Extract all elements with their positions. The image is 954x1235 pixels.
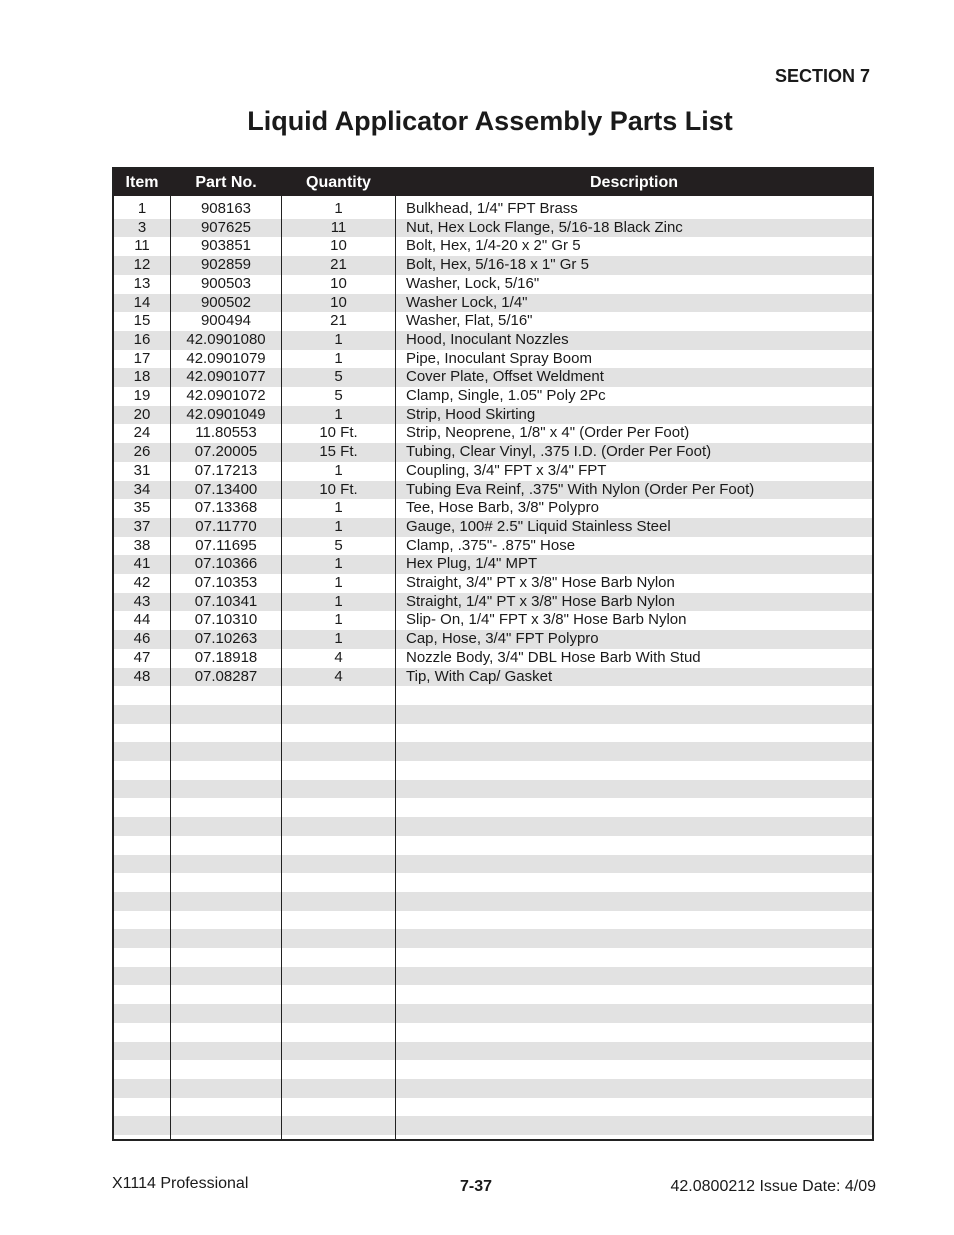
part-number-cell: 07.20005 xyxy=(194,443,258,461)
table-row xyxy=(114,537,872,556)
item-cell: 31 xyxy=(133,461,151,479)
description-cell: Washer, Flat, 5/16" xyxy=(406,312,533,330)
empty-row xyxy=(114,1004,872,1023)
quantity-cell: 1 xyxy=(334,555,343,573)
column-divider xyxy=(395,196,396,1139)
description-cell: Cover Plate, Offset Weldment xyxy=(406,368,604,386)
table-row xyxy=(114,219,872,238)
description-cell: Clamp, .375"- .875" Hose xyxy=(406,536,576,554)
empty-row xyxy=(114,911,872,930)
part-number-cell: 07.18918 xyxy=(194,648,258,666)
table-row xyxy=(114,331,872,350)
part-number-cell: 07.10310 xyxy=(194,611,258,629)
item-cell: 44 xyxy=(133,611,151,629)
empty-row xyxy=(114,1098,872,1117)
empty-row xyxy=(114,1042,872,1061)
table-row xyxy=(114,574,872,593)
quantity-cell: 1 xyxy=(334,611,343,629)
table-row xyxy=(114,294,872,313)
quantity-cell: 4 xyxy=(334,667,343,685)
table-row xyxy=(114,481,872,500)
table-header xyxy=(114,169,872,196)
quantity-cell: 1 xyxy=(334,405,343,423)
part-number-cell: 903851 xyxy=(200,237,252,255)
footer-document-info: 42.0800212 Issue Date: 4/09 xyxy=(670,1178,876,1195)
part-number-cell: 900494 xyxy=(200,312,252,330)
description-cell: Nut, Hex Lock Flange, 5/16-18 Black Zinc xyxy=(406,218,683,236)
description-cell: Nozzle Body, 3/4" DBL Hose Barb With Stud xyxy=(406,648,701,666)
item-cell: 42 xyxy=(133,574,151,591)
part-number-cell: 07.08287 xyxy=(194,667,258,685)
quantity-cell: 1 xyxy=(334,517,343,535)
item-cell: 20 xyxy=(133,405,151,423)
part-number-cell: 42.0901049 xyxy=(186,405,266,423)
table-row xyxy=(114,499,872,518)
item-cell: 34 xyxy=(133,480,151,498)
quantity-cell: 15 Ft. xyxy=(319,443,358,461)
part-number-cell: 07.10263 xyxy=(194,630,258,648)
description-cell: Pipe, Inoculant Spray Boom xyxy=(406,349,592,367)
empty-row xyxy=(114,1060,872,1079)
empty-row xyxy=(114,705,872,724)
quantity-cell: 1 xyxy=(334,592,343,610)
item-cell: 43 xyxy=(133,592,151,610)
description-cell: Tubing Eva Reinf, .375" With Nylon (Order Per Foot) xyxy=(406,480,755,498)
description-cell: Strip, Hood Skirting xyxy=(406,405,536,423)
part-number-cell: 07.11770 xyxy=(195,517,257,535)
table-row xyxy=(114,443,872,462)
item-cell: 16 xyxy=(133,330,151,348)
col-header-item: Item xyxy=(125,174,159,191)
empty-row xyxy=(114,1023,872,1042)
table-row xyxy=(114,649,872,668)
part-number-cell: 900503 xyxy=(200,274,252,292)
quantity-cell: 1 xyxy=(334,330,343,348)
description-cell: Coupling, 3/4" FPT x 3/4" FPT xyxy=(406,461,607,479)
quantity-cell: 5 xyxy=(334,387,343,404)
description-cell: Tubing, Clear Vinyl, .375 I.D. (Order Per Foot) xyxy=(406,443,712,461)
quantity-cell: 10 Ft. xyxy=(319,480,358,498)
page-title: Liquid Applicator Assembly Parts List xyxy=(247,106,733,136)
quantity-cell: 1 xyxy=(334,574,343,591)
description-cell: Hood, Inoculant Nozzles xyxy=(406,330,569,348)
footer-page-number: 7-37 xyxy=(460,1178,493,1195)
part-number-cell: 900502 xyxy=(200,293,252,311)
empty-row xyxy=(114,929,872,948)
table-row xyxy=(114,406,872,425)
table-row xyxy=(114,312,872,331)
quantity-cell: 4 xyxy=(334,648,343,666)
quantity-cell: 21 xyxy=(330,312,347,330)
table-row xyxy=(114,237,872,256)
table-row xyxy=(114,555,872,574)
item-cell: 3 xyxy=(137,218,147,236)
parts-table xyxy=(112,167,874,1141)
empty-row xyxy=(114,761,872,780)
part-number-cell: 902859 xyxy=(200,256,252,274)
part-number-cell: 42.0901077 xyxy=(186,368,266,386)
quantity-cell: 5 xyxy=(334,536,343,554)
quantity-cell: 1 xyxy=(334,349,343,367)
empty-row xyxy=(114,967,872,986)
item-cell: 18 xyxy=(133,368,151,386)
empty-row xyxy=(114,892,872,911)
empty-row xyxy=(114,836,872,855)
empty-row xyxy=(114,780,872,799)
part-number-cell: 42.0901080 xyxy=(186,330,266,348)
description-cell: Slip- On, 1/4" FPT x 3/8" Hose Barb Nylon xyxy=(406,611,687,629)
empty-row xyxy=(114,817,872,836)
part-number-cell: 11.80553 xyxy=(195,424,257,442)
description-cell: Strip, Neoprene, 1/8" x 4" (Order Per Foot) xyxy=(406,424,690,442)
description-cell: Straight, 1/4" PT x 3/8" Hose Barb Nylon xyxy=(406,592,675,610)
part-number-cell: 908163 xyxy=(200,200,252,217)
part-number-cell: 42.0901079 xyxy=(186,349,266,367)
item-cell: 17 xyxy=(133,349,151,367)
description-cell: Gauge, 100# 2.5" Liquid Stainless Steel xyxy=(406,517,671,535)
table-row xyxy=(114,368,872,387)
column-divider xyxy=(170,196,171,1139)
col-header-description: Description xyxy=(589,174,678,191)
item-cell: 15 xyxy=(133,312,151,330)
empty-row xyxy=(114,742,872,761)
column-divider xyxy=(281,196,282,1139)
description-cell: Hex Plug, 1/4" MPT xyxy=(406,555,538,573)
item-cell: 38 xyxy=(133,536,151,554)
table-row xyxy=(114,593,872,612)
quantity-cell: 10 xyxy=(330,274,347,292)
item-cell: 47 xyxy=(133,648,151,666)
item-cell: 14 xyxy=(133,293,151,311)
table-row xyxy=(114,350,872,369)
quantity-cell: 5 xyxy=(334,368,343,386)
description-cell: Washer, Lock, 5/16" xyxy=(406,274,540,292)
empty-row xyxy=(114,798,872,817)
quantity-cell: 1 xyxy=(334,499,343,517)
section-label: SECTION 7 xyxy=(774,66,870,86)
table-row xyxy=(114,275,872,294)
part-number-cell: 07.11695 xyxy=(195,536,257,554)
quantity-cell: 1 xyxy=(334,630,343,648)
table-row xyxy=(114,668,872,687)
quantity-cell: 10 xyxy=(330,237,347,255)
empty-row xyxy=(114,686,872,705)
item-cell: 13 xyxy=(133,274,151,292)
item-cell: 46 xyxy=(133,630,151,648)
col-header-part: Part No. xyxy=(195,174,257,191)
quantity-cell: 1 xyxy=(334,461,343,479)
description-cell: Straight, 3/4" PT x 3/8" Hose Barb Nylon xyxy=(406,574,675,591)
part-number-cell: 07.10366 xyxy=(194,555,258,573)
item-cell: 11 xyxy=(134,237,150,255)
col-header-quantity: Quantity xyxy=(306,174,371,191)
quantity-cell: 21 xyxy=(330,256,347,274)
description-cell: Bulkhead, 1/4" FPT Brass xyxy=(406,200,578,217)
description-cell: Cap, Hose, 3/4" FPT Polypro xyxy=(406,630,599,648)
part-number-cell: 07.17213 xyxy=(194,461,258,479)
empty-row xyxy=(114,1116,872,1135)
description-cell: Clamp, Single, 1.05" Poly 2Pc xyxy=(406,387,606,404)
empty-row xyxy=(114,855,872,874)
table-row xyxy=(114,387,872,406)
empty-row xyxy=(114,985,872,1004)
table-row xyxy=(114,256,872,275)
part-number-cell: 07.13400 xyxy=(194,480,258,498)
part-number-cell: 907625 xyxy=(200,218,252,236)
quantity-cell: 10 Ft. xyxy=(319,424,358,442)
part-number-cell: 07.10353 xyxy=(194,574,258,591)
item-cell: 48 xyxy=(133,667,151,685)
part-number-cell: 42.0901072 xyxy=(186,387,266,404)
quantity-cell: 10 xyxy=(330,293,347,311)
quantity-cell: 1 xyxy=(334,200,343,217)
item-cell: 12 xyxy=(133,256,151,274)
empty-row xyxy=(114,1079,872,1098)
table-row xyxy=(114,200,872,219)
quantity-cell: 11 xyxy=(330,218,347,236)
description-cell: Bolt, Hex, 1/4-20 x 2" Gr 5 xyxy=(406,237,581,255)
part-number-cell: 07.13368 xyxy=(194,499,258,517)
table-row xyxy=(114,462,872,481)
table-row xyxy=(114,611,872,630)
item-cell: 41 xyxy=(133,555,151,573)
table-row xyxy=(114,424,872,443)
table-row xyxy=(114,518,872,537)
description-cell: Tee, Hose Barb, 3/8" Polypro xyxy=(406,499,599,517)
description-cell: Washer Lock, 1/4" xyxy=(406,293,528,311)
item-cell: 37 xyxy=(133,517,151,535)
item-cell: 1 xyxy=(137,200,147,217)
item-cell: 26 xyxy=(133,443,151,461)
description-cell: Bolt, Hex, 5/16-18 x 1" Gr 5 xyxy=(406,256,589,274)
part-number-cell: 07.10341 xyxy=(194,592,258,610)
empty-row xyxy=(114,724,872,743)
footer-model: X1114 Professional xyxy=(112,1175,249,1192)
table-row xyxy=(114,630,872,649)
item-cell: 19 xyxy=(133,387,151,404)
description-cell: Tip, With Cap/ Gasket xyxy=(406,667,553,685)
empty-row xyxy=(114,948,872,967)
item-cell: 35 xyxy=(133,499,151,517)
empty-row xyxy=(114,873,872,892)
item-cell: 24 xyxy=(133,424,151,442)
